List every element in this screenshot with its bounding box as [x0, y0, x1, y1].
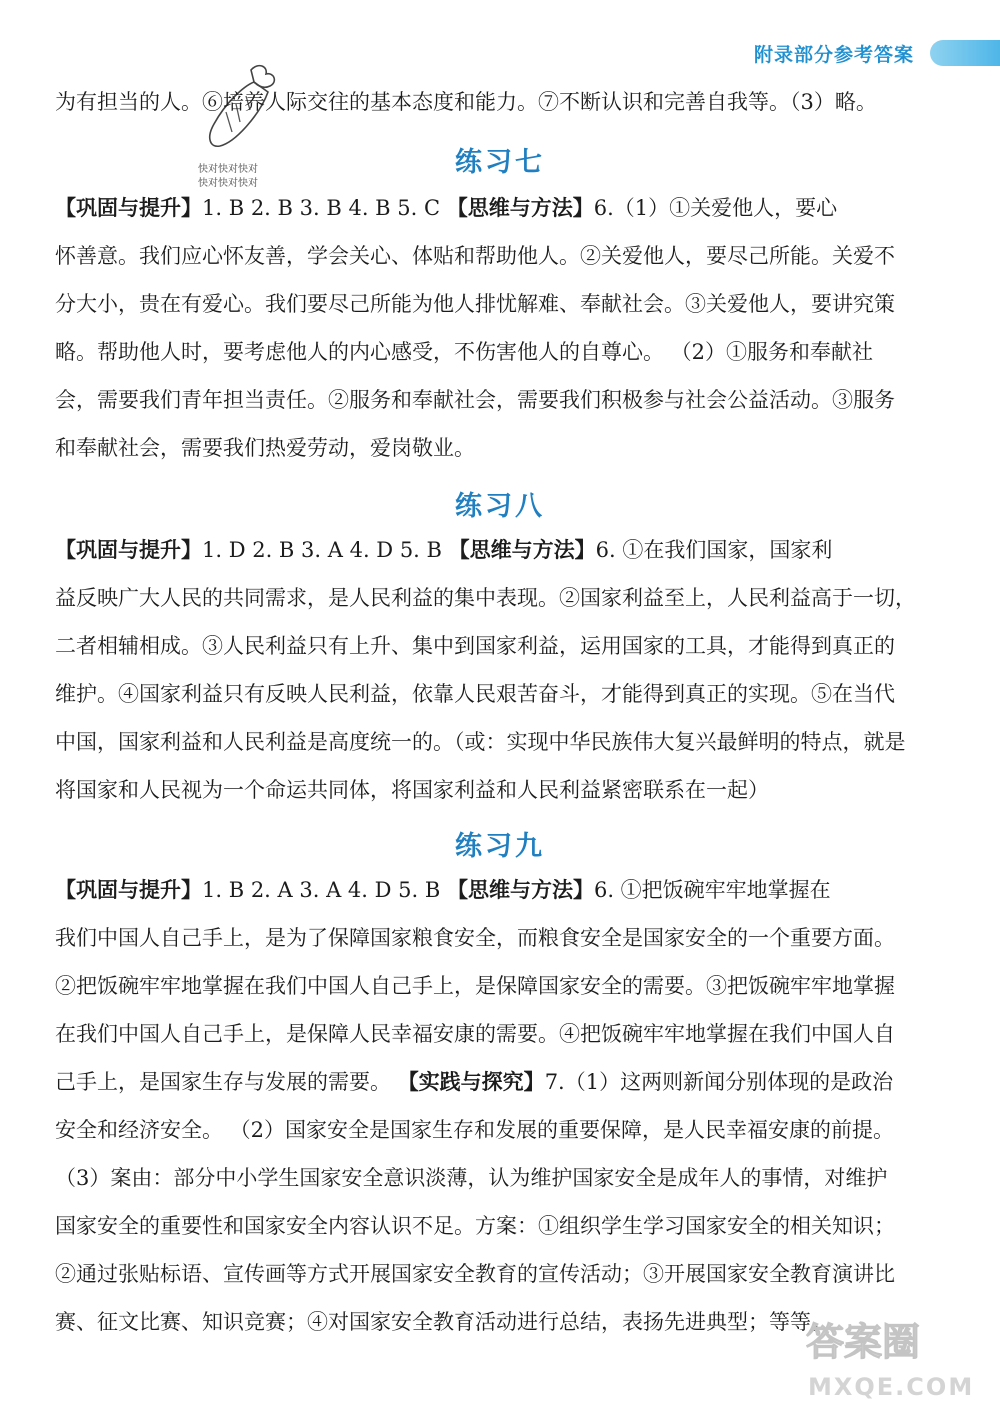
header-answers-title: 部分参考答案: [793, 43, 914, 66]
section-title-9: 练习九: [455, 831, 545, 862]
page-header: [754, 38, 1000, 68]
s9-line-8: 国家安全的重要性和国家安全内容认识不足。方案：①组织学生学习国家安全的相关知识；: [55, 1214, 895, 1238]
s7-line-4: 略。帮助他人时，要考虑他人的内心感受，不伤害他人的自尊心。 （2）①服务和奉献社: [55, 340, 874, 364]
s9-line-9: ②通过张贴标语、宣传画等方式开展国家安全教育的宣传活动；③开展国家安全教育演讲比: [55, 1262, 895, 1286]
s7-line-5: 会，需要我们青年担当责任。②服务和奉献社会，需要我们积极参与社会公益活动。③服务: [55, 388, 895, 412]
s9-line-7: （3）案由：部分中小学生国家安全意识淡薄，认为维护国家安全是成年人的事情，对维护: [55, 1166, 888, 1190]
s8-line-1: 【巩固与提升】1. D 2. B 3. A 4. D 5. B 【思维与方法】6. ①在我们国家，国家利: [55, 538, 833, 562]
section-title-7: 练习七: [455, 147, 545, 178]
s7-line-1: 【巩固与提升】1. B 2. B 3. B 4. B 5. C 【思维与方法】6.（1）①关爱他人，要心: [55, 196, 838, 220]
s8-line-4: 维护。④国家利益只有反映人民利益，依靠人民艰苦奋斗，才能得到真正的实现。⑤在当代: [55, 682, 895, 706]
s9-line-1: 【巩固与提升】1. B 2. A 3. A 4. D 5. B 【思维与方法】6. ①把饭碗牢牢地掌握在: [55, 878, 831, 902]
section-title-8: 练习八: [455, 491, 545, 522]
s7-line-3: 分大小，贵在有爱心。我们要尽己所能为他人排忧解难、奉献社会。③关爱他人，要讲究策: [55, 292, 895, 316]
header-appendix: 附录: [753, 43, 794, 66]
s9-line-5: 己手上，是国家生存与发展的需要。 【实践与探究】7.（1）这两则新闻分别体现的是政治: [55, 1070, 894, 1094]
intro-line: 为有担当的人。⑥培养人际交往的基本态度和能力。⑦不断认识和完善自我等。（3）略。: [55, 90, 877, 114]
s9-line-10: 赛、征文比赛、知识竞赛；④对国家安全教育活动进行总结，表扬先进典型；等等。: [55, 1310, 832, 1334]
svg-text:答案圈: 答案圈: [806, 1320, 921, 1364]
svg-text:MXQE.COM: MXQE.COM: [808, 1373, 975, 1401]
s8-line-3: 二者相辅相成。③人民利益只有上升、集中到国家利益，运用国家的工具，才能得到真正的: [55, 634, 895, 658]
mascot-caption-2: 快对快对快对: [198, 178, 258, 189]
s7-line-6: 和奉献社会，需要我们热爱劳动，爱岗敬业。: [55, 436, 475, 460]
s9-line-3: ②把饭碗牢牢地掌握在我们中国人自己手上，是保障国家安全的需要。③把饭碗牢牢地掌握: [55, 974, 895, 998]
s9-line-4: 在我们中国人自己手上，是保障人民幸福安康的需要。④把饭碗牢牢地掌握在我们中国人自: [55, 1022, 895, 1046]
site-watermark-logo: [798, 1313, 988, 1403]
s8-line-6: 将国家和人民视为一个命运共同体，将国家利益和人民利益紧密联系在一起）: [55, 778, 769, 802]
s8-line-5: 中国，国家利益和人民利益是高度统一的。（或：实现中华民族伟大复兴最鲜明的特点，就是: [55, 730, 906, 754]
s8-line-2: 益反映广大人民的共同需求，是人民利益的集中表现。②国家利益至上，人民利益高于一切，: [55, 586, 916, 610]
s9-line-2: 我们中国人自己手上，是为了保障国家粮食安全，而粮食安全是国家安全的一个重要方面。: [55, 926, 895, 950]
s9-line-6: 安全和经济安全。 （2）国家安全是国家生存和发展的重要保障，是人民幸福安康的前提。: [55, 1118, 895, 1142]
s7-line-2: 怀善意。我们应心怀友善，学会关心、体贴和帮助他人。②关爱他人，要尽己所能。关爱不: [55, 244, 895, 268]
header-tab-decoration: [930, 40, 1000, 66]
mascot-caption-1: 快对快对快对: [198, 164, 258, 175]
